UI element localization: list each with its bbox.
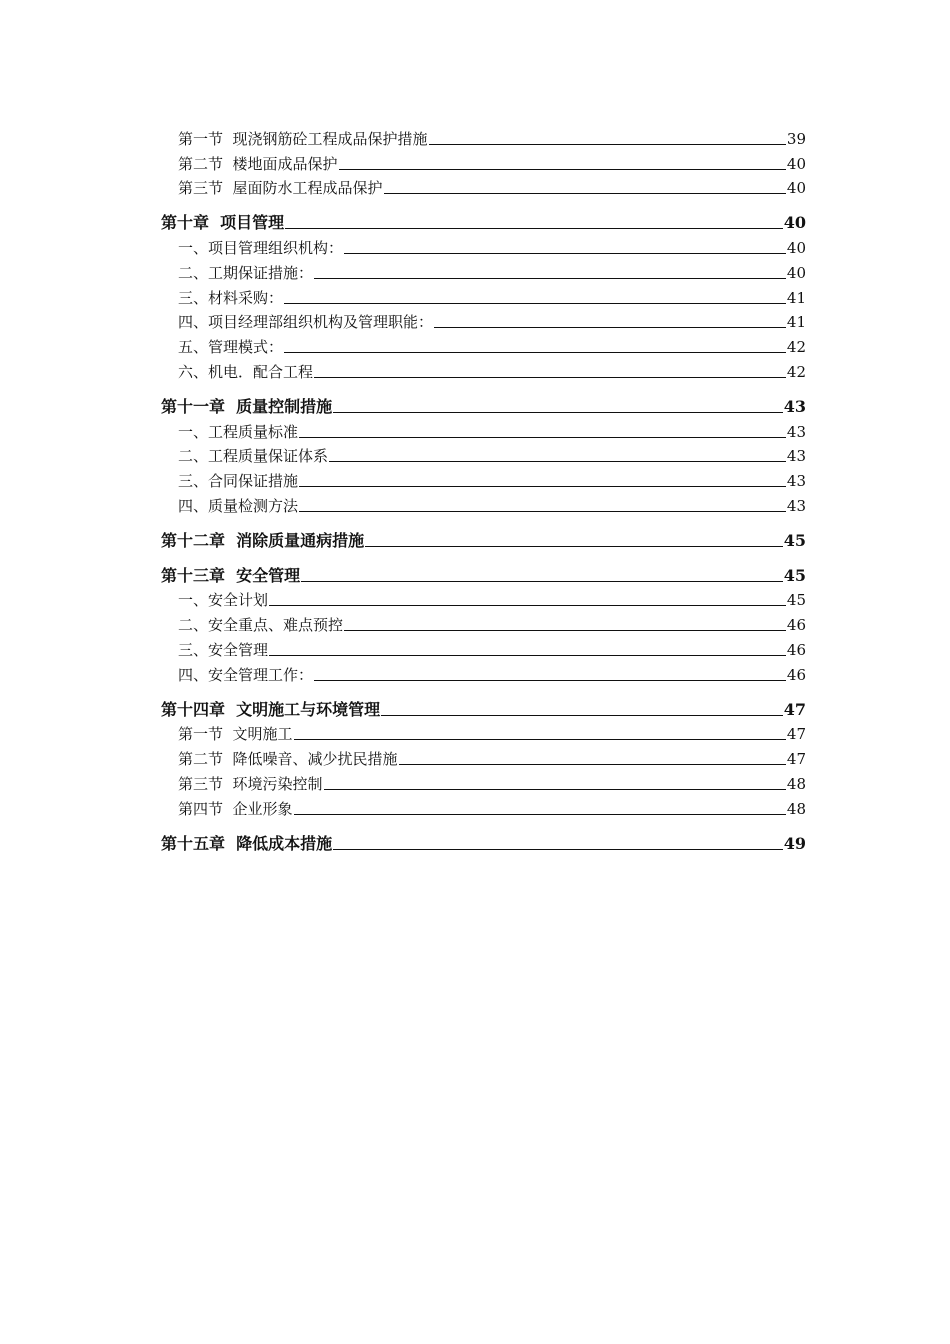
table-of-contents <box>161 124 806 854</box>
toc-leader-line <box>299 511 786 512</box>
toc-section-entry[interactable] <box>161 174 806 199</box>
toc-page-number: 48 <box>786 774 806 793</box>
toc-leader-line <box>299 486 786 487</box>
toc-chapter-entry[interactable] <box>161 516 806 551</box>
toc-page-number: 40 <box>783 213 806 233</box>
toc-leader-line <box>429 144 786 145</box>
toc-page-number: 43 <box>786 447 806 466</box>
toc-entry-title: 第十一章 质量控制措施 <box>161 396 333 416</box>
toc-entry-title: 第三节 屋面防水工程成品保护 <box>178 179 383 198</box>
toc-entry-title: 四、质量检测方法 <box>178 496 299 515</box>
toc-leader-line <box>284 352 786 353</box>
toc-leader-line <box>294 814 786 815</box>
toc-section-entry[interactable] <box>161 769 806 794</box>
toc-leader-line <box>285 228 783 229</box>
toc-page-number: 47 <box>786 725 806 744</box>
toc-page-number: 45 <box>786 591 806 610</box>
toc-entry-title: 第十四章 文明施工与环境管理 <box>161 699 381 719</box>
toc-entry-title: 第二节 降低噪音、减少扰民措施 <box>178 750 398 769</box>
toc-leader-line <box>284 303 786 304</box>
toc-chapter-entry[interactable] <box>161 551 806 586</box>
toc-section-entry[interactable] <box>161 357 806 382</box>
toc-leader-line <box>434 327 786 328</box>
toc-entry-title: 第十章 项目管理 <box>161 213 285 233</box>
toc-page-number: 43 <box>786 472 806 491</box>
toc-section-entry[interactable] <box>161 283 806 308</box>
toc-section-entry[interactable] <box>161 233 806 258</box>
toc-entry-title: 二、工程质量保证体系 <box>178 447 329 466</box>
toc-page-number: 46 <box>786 665 806 684</box>
toc-page-number: 45 <box>783 565 806 585</box>
toc-section-entry[interactable] <box>161 610 806 635</box>
toc-leader-line <box>333 849 783 850</box>
toc-section-entry[interactable] <box>161 794 806 819</box>
toc-leader-line <box>269 605 786 606</box>
toc-leader-line <box>399 764 786 765</box>
toc-page-number: 45 <box>783 530 806 550</box>
toc-page-number: 47 <box>786 750 806 769</box>
toc-entry-title: 第十二章 消除质量通病措施 <box>161 530 365 550</box>
toc-page-number: 41 <box>786 313 806 332</box>
toc-leader-line <box>329 461 786 462</box>
toc-page-number: 43 <box>786 422 806 441</box>
toc-entry-title: 一、项目管理组织机构： <box>178 238 344 257</box>
toc-entry-title: 二、工期保证措施： <box>178 263 314 282</box>
toc-entry-title: 第十三章 安全管理 <box>161 565 301 585</box>
toc-section-entry[interactable] <box>161 720 806 745</box>
toc-entry-title: 三、合同保证措施 <box>178 472 299 491</box>
toc-page-number: 40 <box>786 238 806 257</box>
toc-page-number: 41 <box>786 288 806 307</box>
toc-page-number: 39 <box>786 129 806 148</box>
toc-leader-line <box>299 437 786 438</box>
toc-page-number: 47 <box>783 699 806 719</box>
toc-leader-line <box>381 715 783 716</box>
toc-chapter-entry[interactable] <box>161 382 806 417</box>
toc-entry-title: 三、安全管理 <box>178 640 269 659</box>
toc-entry-title: 一、安全计划 <box>178 591 269 610</box>
toc-section-entry[interactable] <box>161 124 806 149</box>
toc-entry-title: 四、安全管理工作： <box>178 665 314 684</box>
toc-leader-line <box>344 253 786 254</box>
toc-section-entry[interactable] <box>161 149 806 174</box>
toc-page-number: 40 <box>786 154 806 173</box>
toc-entry-title: 第四节 企业形象 <box>178 799 293 818</box>
toc-section-entry[interactable] <box>161 491 806 516</box>
toc-entry-title: 第三节 环境污染控制 <box>178 774 323 793</box>
toc-section-entry[interactable] <box>161 442 806 467</box>
toc-entry-title: 第一节 文明施工 <box>178 725 293 744</box>
toc-section-entry[interactable] <box>161 466 806 491</box>
toc-leader-line <box>269 655 786 656</box>
toc-page-number: 43 <box>786 496 806 515</box>
toc-page-number: 49 <box>783 833 806 853</box>
toc-page-number: 42 <box>786 362 806 381</box>
toc-chapter-entry[interactable] <box>161 685 806 720</box>
toc-entry-title: 五、管理模式： <box>178 338 284 357</box>
toc-leader-line <box>301 581 783 582</box>
toc-section-entry[interactable] <box>161 586 806 611</box>
toc-entry-title: 一、工程质量标准 <box>178 422 299 441</box>
toc-entry-title: 三、材料采购： <box>178 288 284 307</box>
toc-section-entry[interactable] <box>161 660 806 685</box>
toc-leader-line <box>344 630 786 631</box>
toc-leader-line <box>324 789 786 790</box>
toc-leader-line <box>384 193 786 194</box>
toc-page-number: 46 <box>786 640 806 659</box>
toc-entry-title: 第二节 楼地面成品保护 <box>178 154 338 173</box>
toc-section-entry[interactable] <box>161 308 806 333</box>
toc-leader-line <box>339 169 786 170</box>
toc-page-number: 42 <box>786 338 806 357</box>
toc-section-entry[interactable] <box>161 417 806 442</box>
toc-section-entry[interactable] <box>161 258 806 283</box>
toc-leader-line <box>314 680 786 681</box>
toc-leader-line <box>294 739 786 740</box>
toc-page-number: 40 <box>786 263 806 282</box>
toc-page-number: 46 <box>786 616 806 635</box>
toc-entry-title: 二、安全重点、难点预控 <box>178 616 344 635</box>
toc-entry-title: 第一节 现浇钢筋砼工程成品保护措施 <box>178 129 428 148</box>
toc-entry-title: 六、机电．配合工程 <box>178 362 314 381</box>
toc-section-entry[interactable] <box>161 635 806 660</box>
toc-leader-line <box>314 377 786 378</box>
toc-section-entry[interactable] <box>161 332 806 357</box>
toc-entry-title: 四、项目经理部组织机构及管理职能： <box>178 313 434 332</box>
toc-page-number: 43 <box>783 396 806 416</box>
toc-entry-title: 第十五章 降低成本措施 <box>161 833 333 853</box>
toc-leader-line <box>333 412 783 413</box>
toc-page-number: 40 <box>786 179 806 198</box>
toc-section-entry[interactable] <box>161 744 806 769</box>
toc-leader-line <box>314 278 786 279</box>
toc-page-number: 48 <box>786 799 806 818</box>
toc-chapter-entry[interactable] <box>161 819 806 854</box>
toc-leader-line <box>365 546 783 547</box>
toc-chapter-entry[interactable] <box>161 198 806 233</box>
